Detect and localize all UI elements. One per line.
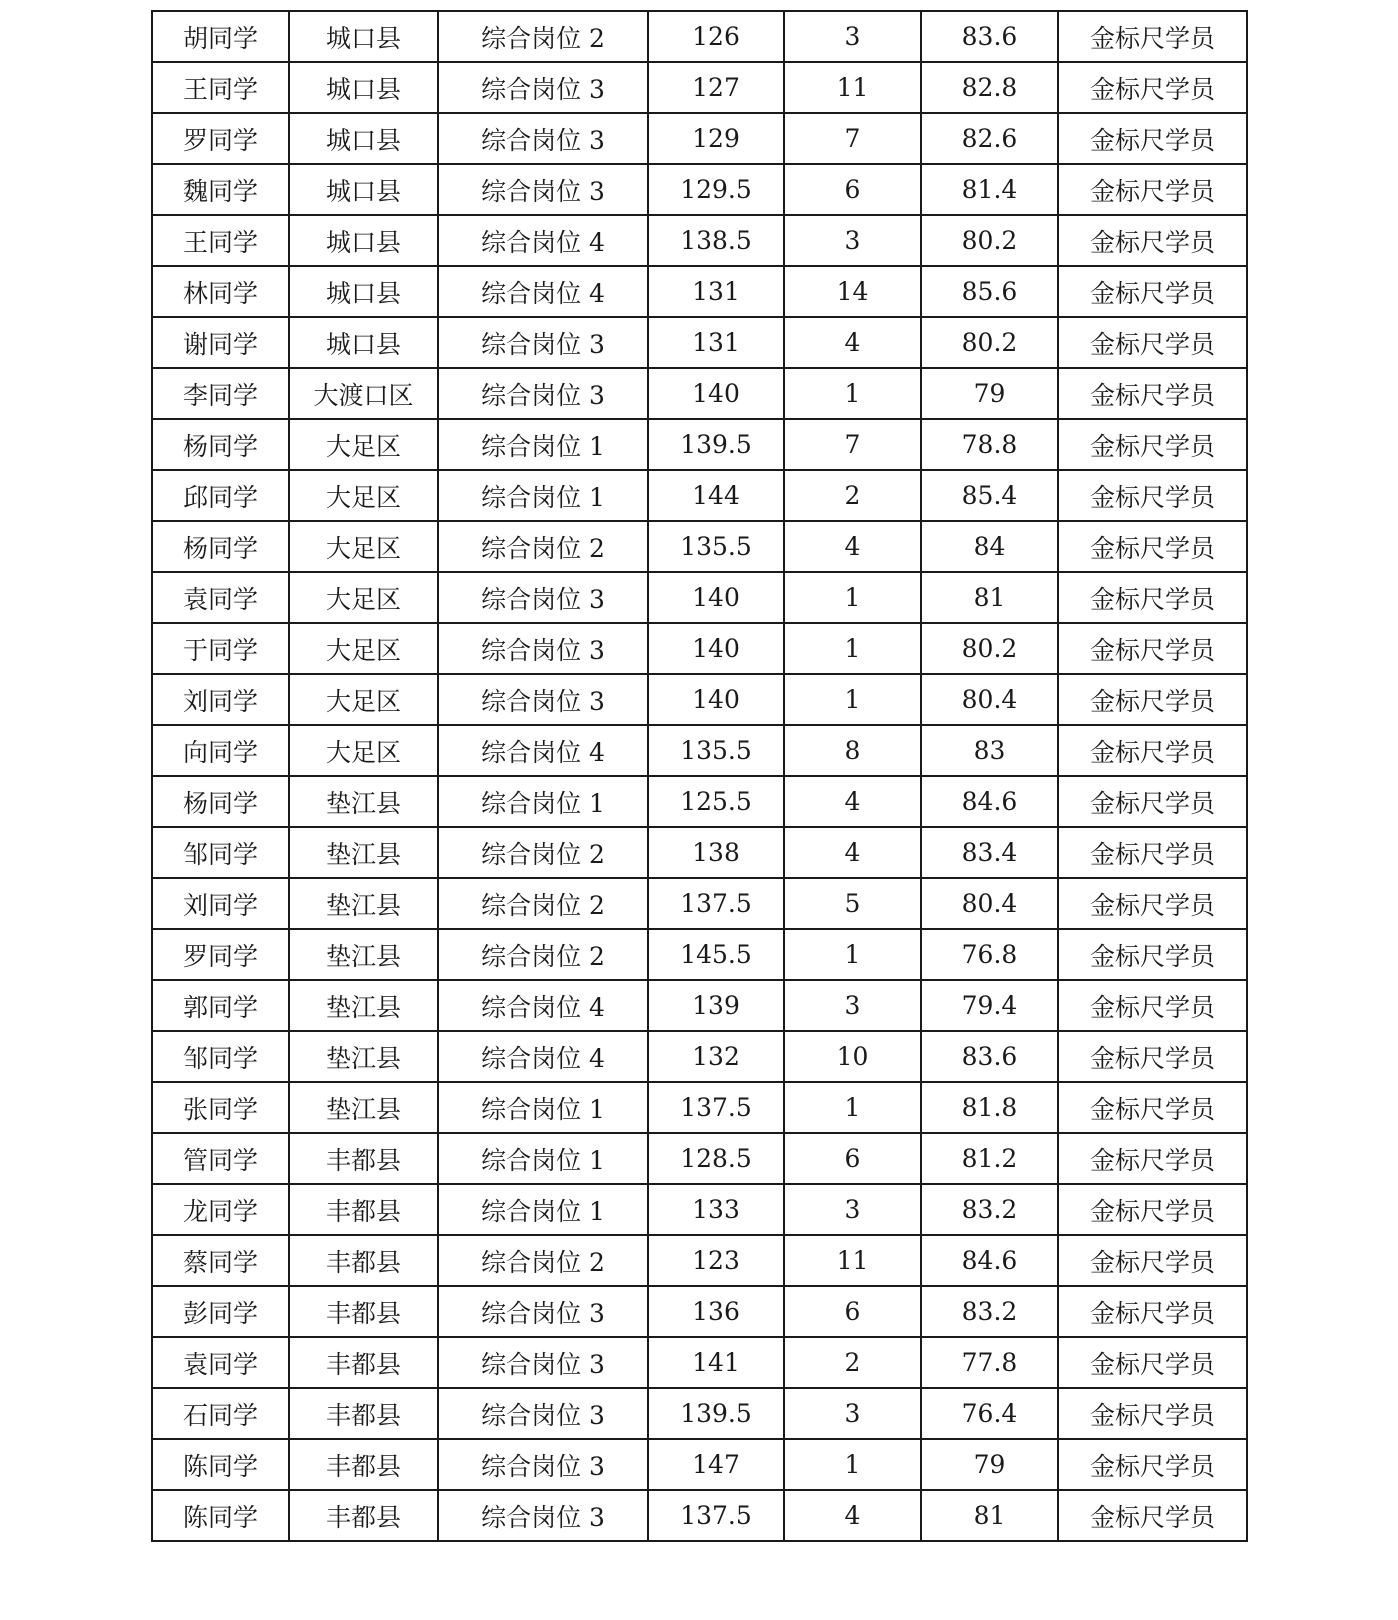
student-name-cell: 王同学 (152, 215, 289, 266)
written-score-cell: 131 (648, 266, 784, 317)
written-score-cell: 127 (648, 62, 784, 113)
interview-score-cell: 83.2 (921, 1184, 1058, 1235)
written-score-cell: 125.5 (648, 776, 784, 827)
position-cell: 综合岗位 1 (438, 470, 648, 521)
written-score-cell: 131 (648, 317, 784, 368)
student-tag-cell: 金标尺学员 (1058, 878, 1247, 929)
rank-cell: 7 (784, 113, 921, 164)
interview-score-cell: 81.2 (921, 1133, 1058, 1184)
written-score-cell: 129 (648, 113, 784, 164)
student-name-cell: 郭同学 (152, 980, 289, 1031)
rank-cell: 6 (784, 164, 921, 215)
student-tag-cell: 金标尺学员 (1058, 266, 1247, 317)
student-tag-cell: 金标尺学员 (1058, 113, 1247, 164)
table-row (152, 419, 1247, 470)
written-score-cell: 137.5 (648, 1490, 784, 1541)
written-score-cell: 132 (648, 1031, 784, 1082)
district-cell: 大足区 (289, 623, 438, 674)
district-cell: 大足区 (289, 470, 438, 521)
student-name-cell: 胡同学 (152, 11, 289, 62)
district-cell: 丰都县 (289, 1184, 438, 1235)
position-cell: 综合岗位 4 (438, 980, 648, 1031)
table-row (152, 11, 1247, 62)
student-tag-cell: 金标尺学员 (1058, 317, 1247, 368)
student-tag-cell: 金标尺学员 (1058, 572, 1247, 623)
position-cell: 综合岗位 4 (438, 725, 648, 776)
student-tag-cell: 金标尺学员 (1058, 1490, 1247, 1541)
position-cell: 综合岗位 3 (438, 1490, 648, 1541)
rank-cell: 14 (784, 266, 921, 317)
student-name-cell: 刘同学 (152, 674, 289, 725)
written-score-cell: 126 (648, 11, 784, 62)
interview-score-cell: 82.6 (921, 113, 1058, 164)
district-cell: 垫江县 (289, 1082, 438, 1133)
interview-score-cell: 80.2 (921, 623, 1058, 674)
district-cell: 城口县 (289, 266, 438, 317)
position-cell: 综合岗位 3 (438, 62, 648, 113)
position-cell: 综合岗位 2 (438, 878, 648, 929)
student-name-cell: 杨同学 (152, 419, 289, 470)
document-page (151, 10, 1248, 1542)
written-score-cell: 137.5 (648, 1082, 784, 1133)
rank-cell: 1 (784, 929, 921, 980)
position-cell: 综合岗位 4 (438, 1031, 648, 1082)
district-cell: 垫江县 (289, 878, 438, 929)
table-body (152, 11, 1247, 1541)
district-cell: 垫江县 (289, 980, 438, 1031)
student-tag-cell: 金标尺学员 (1058, 521, 1247, 572)
interview-score-cell: 85.6 (921, 266, 1058, 317)
district-cell: 大足区 (289, 674, 438, 725)
written-score-cell: 136 (648, 1286, 784, 1337)
rank-cell: 6 (784, 1286, 921, 1337)
rank-cell: 11 (784, 62, 921, 113)
interview-score-cell: 84.6 (921, 776, 1058, 827)
rank-cell: 1 (784, 1439, 921, 1490)
student-tag-cell: 金标尺学员 (1058, 674, 1247, 725)
student-tag-cell: 金标尺学员 (1058, 470, 1247, 521)
interview-score-cell: 81.4 (921, 164, 1058, 215)
rank-cell: 3 (784, 980, 921, 1031)
table-row (152, 878, 1247, 929)
student-name-cell: 张同学 (152, 1082, 289, 1133)
table-row (152, 827, 1247, 878)
written-score-cell: 133 (648, 1184, 784, 1235)
district-cell: 丰都县 (289, 1388, 438, 1439)
student-name-cell: 于同学 (152, 623, 289, 674)
table-row (152, 1235, 1247, 1286)
student-tag-cell: 金标尺学员 (1058, 1184, 1247, 1235)
table-row (152, 1082, 1247, 1133)
written-score-cell: 123 (648, 1235, 784, 1286)
position-cell: 综合岗位 2 (438, 521, 648, 572)
table-row (152, 215, 1247, 266)
student-name-cell: 杨同学 (152, 521, 289, 572)
position-cell: 综合岗位 3 (438, 572, 648, 623)
table-row (152, 1490, 1247, 1541)
student-name-cell: 罗同学 (152, 113, 289, 164)
interview-score-cell: 79 (921, 1439, 1058, 1490)
rank-cell: 4 (784, 521, 921, 572)
student-tag-cell: 金标尺学员 (1058, 1439, 1247, 1490)
student-name-cell: 陈同学 (152, 1490, 289, 1541)
written-score-cell: 145.5 (648, 929, 784, 980)
district-cell: 城口县 (289, 113, 438, 164)
position-cell: 综合岗位 3 (438, 623, 648, 674)
student-name-cell: 王同学 (152, 62, 289, 113)
interview-score-cell: 76.4 (921, 1388, 1058, 1439)
student-name-cell: 杨同学 (152, 776, 289, 827)
district-cell: 丰都县 (289, 1490, 438, 1541)
student-name-cell: 向同学 (152, 725, 289, 776)
position-cell: 综合岗位 1 (438, 1133, 648, 1184)
student-name-cell: 龙同学 (152, 1184, 289, 1235)
district-cell: 城口县 (289, 215, 438, 266)
student-tag-cell: 金标尺学员 (1058, 62, 1247, 113)
table-row (152, 572, 1247, 623)
interview-score-cell: 81 (921, 1490, 1058, 1541)
student-tag-cell: 金标尺学员 (1058, 776, 1247, 827)
table-row (152, 470, 1247, 521)
district-cell: 大渡口区 (289, 368, 438, 419)
rank-cell: 4 (784, 1490, 921, 1541)
interview-score-cell: 82.8 (921, 62, 1058, 113)
student-tag-cell: 金标尺学员 (1058, 1337, 1247, 1388)
written-score-cell: 137.5 (648, 878, 784, 929)
student-tag-cell: 金标尺学员 (1058, 164, 1247, 215)
table-row (152, 1439, 1247, 1490)
rank-cell: 1 (784, 368, 921, 419)
student-name-cell: 魏同学 (152, 164, 289, 215)
position-cell: 综合岗位 2 (438, 11, 648, 62)
interview-score-cell: 80.2 (921, 215, 1058, 266)
student-tag-cell: 金标尺学员 (1058, 419, 1247, 470)
position-cell: 综合岗位 1 (438, 1184, 648, 1235)
table-row (152, 1133, 1247, 1184)
interview-score-cell: 80.4 (921, 878, 1058, 929)
written-score-cell: 140 (648, 368, 784, 419)
district-cell: 城口县 (289, 317, 438, 368)
written-score-cell: 139.5 (648, 1388, 784, 1439)
interview-score-cell: 83 (921, 725, 1058, 776)
written-score-cell: 141 (648, 1337, 784, 1388)
table-row (152, 929, 1247, 980)
student-tag-cell: 金标尺学员 (1058, 215, 1247, 266)
student-name-cell: 袁同学 (152, 1337, 289, 1388)
written-score-cell: 129.5 (648, 164, 784, 215)
rank-cell: 1 (784, 674, 921, 725)
interview-score-cell: 83.6 (921, 11, 1058, 62)
table-row (152, 1184, 1247, 1235)
student-tag-cell: 金标尺学员 (1058, 623, 1247, 674)
rank-cell: 4 (784, 827, 921, 878)
table-row (152, 725, 1247, 776)
position-cell: 综合岗位 3 (438, 674, 648, 725)
student-name-cell: 刘同学 (152, 878, 289, 929)
position-cell: 综合岗位 3 (438, 164, 648, 215)
interview-score-cell: 83.4 (921, 827, 1058, 878)
written-score-cell: 138.5 (648, 215, 784, 266)
rank-cell: 1 (784, 1082, 921, 1133)
written-score-cell: 147 (648, 1439, 784, 1490)
position-cell: 综合岗位 4 (438, 266, 648, 317)
written-score-cell: 140 (648, 623, 784, 674)
student-name-cell: 邱同学 (152, 470, 289, 521)
rank-cell: 4 (784, 317, 921, 368)
position-cell: 综合岗位 2 (438, 929, 648, 980)
interview-score-cell: 77.8 (921, 1337, 1058, 1388)
interview-score-cell: 80.2 (921, 317, 1058, 368)
district-cell: 垫江县 (289, 1031, 438, 1082)
student-name-cell: 谢同学 (152, 317, 289, 368)
table-row (152, 1388, 1247, 1439)
district-cell: 大足区 (289, 419, 438, 470)
position-cell: 综合岗位 1 (438, 1082, 648, 1133)
interview-score-cell: 79 (921, 368, 1058, 419)
rank-cell: 7 (784, 419, 921, 470)
position-cell: 综合岗位 4 (438, 215, 648, 266)
position-cell: 综合岗位 1 (438, 419, 648, 470)
table-row (152, 1337, 1247, 1388)
student-tag-cell: 金标尺学员 (1058, 1031, 1247, 1082)
table-row (152, 368, 1247, 419)
written-score-cell: 140 (648, 674, 784, 725)
rank-cell: 6 (784, 1133, 921, 1184)
student-name-cell: 袁同学 (152, 572, 289, 623)
district-cell: 大足区 (289, 521, 438, 572)
rank-cell: 3 (784, 11, 921, 62)
table-row (152, 674, 1247, 725)
student-name-cell: 李同学 (152, 368, 289, 419)
position-cell: 综合岗位 3 (438, 1439, 648, 1490)
rank-cell: 11 (784, 1235, 921, 1286)
student-tag-cell: 金标尺学员 (1058, 368, 1247, 419)
written-score-cell: 139 (648, 980, 784, 1031)
district-cell: 大足区 (289, 725, 438, 776)
written-score-cell: 135.5 (648, 725, 784, 776)
student-name-cell: 邹同学 (152, 1031, 289, 1082)
district-cell: 城口县 (289, 164, 438, 215)
interview-score-cell: 76.8 (921, 929, 1058, 980)
district-cell: 城口县 (289, 11, 438, 62)
student-name-cell: 蔡同学 (152, 1235, 289, 1286)
position-cell: 综合岗位 3 (438, 317, 648, 368)
position-cell: 综合岗位 2 (438, 827, 648, 878)
rank-cell: 8 (784, 725, 921, 776)
written-score-cell: 128.5 (648, 1133, 784, 1184)
position-cell: 综合岗位 2 (438, 1235, 648, 1286)
position-cell: 综合岗位 3 (438, 368, 648, 419)
table-row (152, 266, 1247, 317)
table-row (152, 1286, 1247, 1337)
student-name-cell: 罗同学 (152, 929, 289, 980)
district-cell: 丰都县 (289, 1439, 438, 1490)
student-tag-cell: 金标尺学员 (1058, 929, 1247, 980)
district-cell: 大足区 (289, 572, 438, 623)
interview-score-cell: 80.4 (921, 674, 1058, 725)
position-cell: 综合岗位 3 (438, 1388, 648, 1439)
district-cell: 丰都县 (289, 1235, 438, 1286)
rank-cell: 2 (784, 470, 921, 521)
interview-score-cell: 83.6 (921, 1031, 1058, 1082)
results-table (151, 10, 1248, 1542)
position-cell: 综合岗位 3 (438, 113, 648, 164)
interview-score-cell: 81 (921, 572, 1058, 623)
student-name-cell: 林同学 (152, 266, 289, 317)
rank-cell: 2 (784, 1337, 921, 1388)
position-cell: 综合岗位 1 (438, 776, 648, 827)
rank-cell: 10 (784, 1031, 921, 1082)
student-name-cell: 彭同学 (152, 1286, 289, 1337)
student-tag-cell: 金标尺学员 (1058, 827, 1247, 878)
table-row (152, 776, 1247, 827)
rank-cell: 3 (784, 1184, 921, 1235)
student-name-cell: 陈同学 (152, 1439, 289, 1490)
district-cell: 丰都县 (289, 1133, 438, 1184)
interview-score-cell: 79.4 (921, 980, 1058, 1031)
rank-cell: 4 (784, 776, 921, 827)
rank-cell: 5 (784, 878, 921, 929)
student-tag-cell: 金标尺学员 (1058, 1388, 1247, 1439)
table-row (152, 164, 1247, 215)
position-cell: 综合岗位 3 (438, 1286, 648, 1337)
student-tag-cell: 金标尺学员 (1058, 980, 1247, 1031)
written-score-cell: 140 (648, 572, 784, 623)
student-tag-cell: 金标尺学员 (1058, 11, 1247, 62)
district-cell: 垫江县 (289, 827, 438, 878)
district-cell: 丰都县 (289, 1286, 438, 1337)
student-tag-cell: 金标尺学员 (1058, 725, 1247, 776)
written-score-cell: 144 (648, 470, 784, 521)
interview-score-cell: 85.4 (921, 470, 1058, 521)
rank-cell: 3 (784, 1388, 921, 1439)
table-row (152, 623, 1247, 674)
student-name-cell: 石同学 (152, 1388, 289, 1439)
student-name-cell: 管同学 (152, 1133, 289, 1184)
table-row (152, 317, 1247, 368)
student-tag-cell: 金标尺学员 (1058, 1235, 1247, 1286)
district-cell: 垫江县 (289, 776, 438, 827)
student-tag-cell: 金标尺学员 (1058, 1133, 1247, 1184)
interview-score-cell: 78.8 (921, 419, 1058, 470)
written-score-cell: 139.5 (648, 419, 784, 470)
position-cell: 综合岗位 3 (438, 1337, 648, 1388)
table-row (152, 1031, 1247, 1082)
written-score-cell: 138 (648, 827, 784, 878)
student-tag-cell: 金标尺学员 (1058, 1082, 1247, 1133)
interview-score-cell: 84 (921, 521, 1058, 572)
district-cell: 城口县 (289, 62, 438, 113)
rank-cell: 1 (784, 623, 921, 674)
interview-score-cell: 81.8 (921, 1082, 1058, 1133)
rank-cell: 3 (784, 215, 921, 266)
table-row (152, 521, 1247, 572)
written-score-cell: 135.5 (648, 521, 784, 572)
table-row (152, 980, 1247, 1031)
student-name-cell: 邹同学 (152, 827, 289, 878)
student-tag-cell: 金标尺学员 (1058, 1286, 1247, 1337)
table-row (152, 62, 1247, 113)
district-cell: 垫江县 (289, 929, 438, 980)
rank-cell: 1 (784, 572, 921, 623)
interview-score-cell: 83.2 (921, 1286, 1058, 1337)
interview-score-cell: 84.6 (921, 1235, 1058, 1286)
table-row (152, 113, 1247, 164)
district-cell: 丰都县 (289, 1337, 438, 1388)
